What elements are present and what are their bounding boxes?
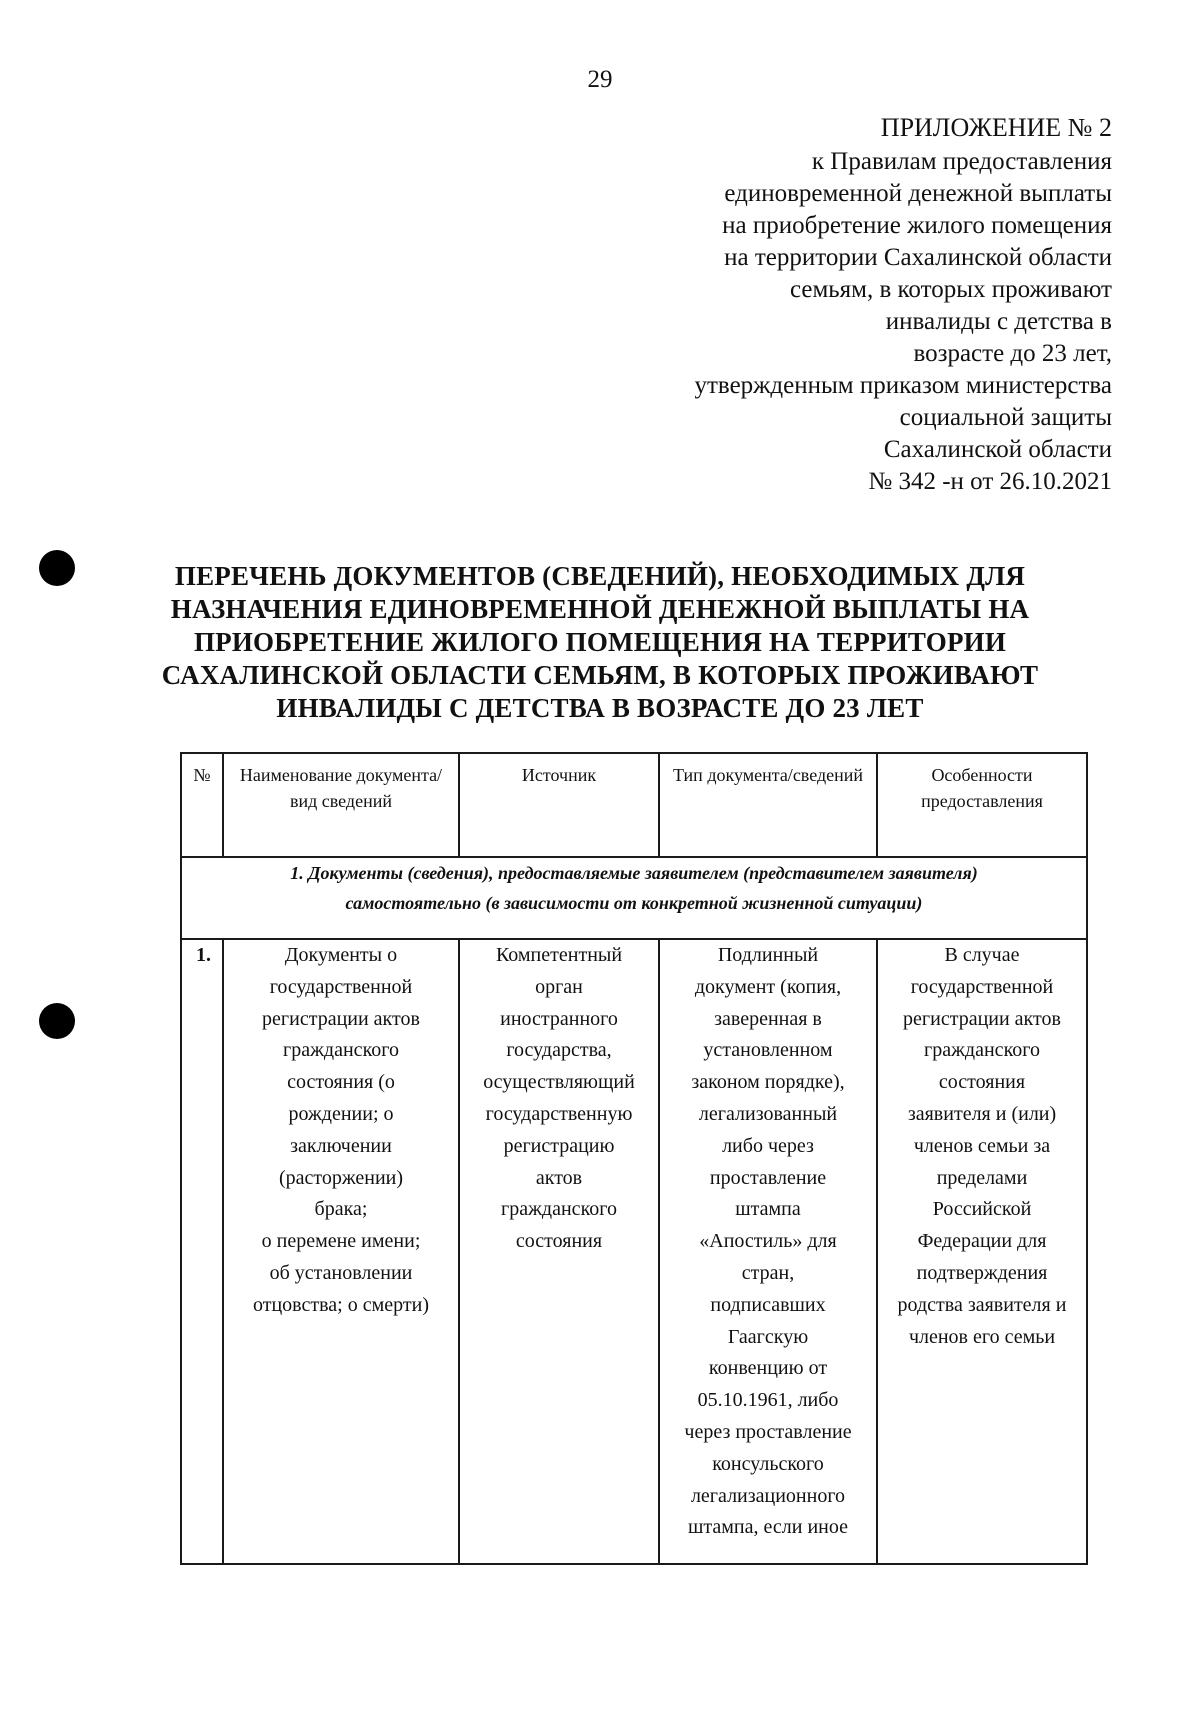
cell-line: законом порядке), — [691, 1071, 845, 1094]
header-type: Тип документа/сведений — [659, 753, 877, 857]
title-line: ПЕРЕЧЕНЬ ДОКУМЕНТОВ (СВЕДЕНИЙ), НЕОБХОДИМЫХ ДЛЯ — [174, 561, 1026, 591]
cell-line: государственной — [269, 975, 413, 998]
section-line: самостоятельно (в зависимости от конкретной жизненной ситуации) — [345, 893, 923, 913]
cell-line: штампа, если иное — [688, 1516, 848, 1539]
cell-line: подписавших — [710, 1293, 826, 1316]
cell-line: В случае — [944, 944, 1020, 966]
cell-line: заверенная в — [714, 1007, 822, 1030]
cell-line: заявителя и (или) — [907, 1102, 1057, 1125]
cell-line: состояния — [938, 1071, 1026, 1094]
cell-line: 05.10.1961, либо — [697, 1389, 839, 1412]
appendix-line: ПРИЛОЖЕНИЕ № 2 — [880, 113, 1112, 142]
row-features-cell — [877, 939, 1087, 1564]
table-row — [181, 939, 1087, 1564]
cell-line: консульского — [712, 1452, 824, 1475]
cell-line: государственной — [910, 975, 1054, 998]
punch-hole — [39, 550, 75, 586]
cell-line: членов его семьи — [908, 1325, 1056, 1348]
documents-table — [180, 752, 1088, 1565]
appendix-line: инвалиды с детства в — [885, 308, 1112, 335]
header-name: Наименование документа/вид сведений — [223, 753, 459, 857]
cell-line: заключении — [290, 1134, 392, 1157]
appendix-line: утвержденным приказом министерства — [694, 372, 1112, 399]
cell-line: через проставление — [684, 1420, 852, 1443]
cell-line: документ (копия, — [694, 975, 842, 998]
cell-line: Компетентный — [495, 944, 623, 966]
cell-line: об установлении — [269, 1261, 413, 1284]
cell-line: проставление — [709, 1166, 827, 1189]
appendix-line: на приобретение жилого помещения — [722, 212, 1112, 239]
cell-line: регистрации актов — [903, 1007, 1061, 1030]
cell-line: иностранного — [500, 1007, 618, 1030]
cell-line: государства, — [506, 1039, 612, 1062]
cell-line: Подлинный — [717, 944, 819, 966]
header-num: № — [181, 753, 223, 857]
cell-line: (расторжении) — [278, 1166, 404, 1189]
cell-line: брака; — [314, 1198, 368, 1221]
cell-line: Гаагскую — [727, 1325, 809, 1348]
page-number: 29 — [587, 66, 613, 93]
cell-line: рождении; о — [288, 1102, 394, 1125]
cell-line: орган — [535, 975, 583, 998]
document-title — [130, 560, 1070, 725]
cell-line: отцовства; о смерти) — [253, 1293, 429, 1316]
cell-line: Федерации для — [917, 1230, 1047, 1253]
title-line: САХАЛИНСКОЙ ОБЛАСТИ СЕМЬЯМ, В КОТОРЫХ ПРОЖИВАЮТ — [161, 660, 1039, 690]
cell-line: «Апостиль» для — [699, 1230, 837, 1253]
appendix-line: № 342 -н от 26.10.2021 — [868, 468, 1112, 495]
section-title — [181, 857, 1087, 939]
section-row — [181, 857, 1087, 939]
row-type-cell — [659, 939, 877, 1564]
title-line: ПРИОБРЕТЕНИЕ ЖИЛОГО ПОМЕЩЕНИЯ НА ТЕРРИТОРИИ — [193, 627, 1007, 657]
section-line: 1. Документы (сведения), предоставляемые заявителем (представителем заявителя) — [290, 863, 978, 883]
cell-line: регистрацию — [503, 1134, 615, 1157]
cell-line: конвенцию от — [708, 1357, 828, 1380]
row-name-cell — [223, 939, 459, 1564]
appendix-line: семьям, в которых проживают — [789, 276, 1112, 303]
cell-line: легализационного — [690, 1484, 846, 1507]
appendix-line: социальной защиты — [899, 404, 1112, 431]
appendix-line: единовременной денежной выплаты — [724, 180, 1112, 207]
cell-line: родства заявителя и — [897, 1293, 1067, 1316]
appendix-line: к Правилам предоставления — [811, 148, 1112, 175]
cell-line: актов — [535, 1166, 583, 1189]
title-line: ИНВАЛИДЫ С ДЕТСТВА В ВОЗРАСТЕ ДО 23 ЛЕТ — [276, 693, 924, 723]
cell-line: гражданского — [283, 1039, 399, 1062]
cell-line: легализованный — [698, 1102, 838, 1125]
cell-line: осуществляющий — [483, 1071, 635, 1094]
cell-line: состояния — [515, 1230, 603, 1253]
appendix-line: Сахалинской области — [883, 436, 1112, 463]
row-num: 1. — [181, 939, 223, 1564]
cell-line: о перемене имени; — [261, 1230, 421, 1253]
appendix-line: на территории Сахалинской области — [724, 244, 1112, 271]
table-header-row — [181, 753, 1087, 857]
cell-line: гражданского — [924, 1039, 1040, 1062]
cell-line: регистрации актов — [262, 1007, 420, 1030]
cell-line: штампа — [735, 1198, 801, 1221]
cell-line: либо через — [722, 1134, 814, 1157]
cell-line: членов семьи за — [913, 1134, 1051, 1157]
cell-line: Документы о — [284, 944, 398, 966]
header-source: Источник — [459, 753, 659, 857]
cell-line: стран, — [741, 1261, 795, 1284]
row-source-cell — [459, 939, 659, 1564]
appendix-header — [552, 110, 1112, 498]
appendix-line: возрасте до 23 лет, — [913, 340, 1112, 367]
cell-line: установленном — [703, 1039, 833, 1062]
cell-line: Российской — [932, 1198, 1032, 1221]
punch-hole — [39, 1003, 75, 1039]
cell-line: состояния (о — [287, 1071, 395, 1094]
cell-line: пределами — [936, 1166, 1028, 1189]
cell-line: подтверждения — [916, 1261, 1048, 1284]
header-features: Особенности предоставления — [877, 753, 1087, 857]
cell-line: государственную — [485, 1102, 633, 1125]
title-line: НАЗНАЧЕНИЯ ЕДИНОВРЕМЕННОЙ ДЕНЕЖНОЙ ВЫПЛАТЫ НА — [170, 594, 1030, 624]
cell-line: гражданского — [501, 1198, 617, 1221]
